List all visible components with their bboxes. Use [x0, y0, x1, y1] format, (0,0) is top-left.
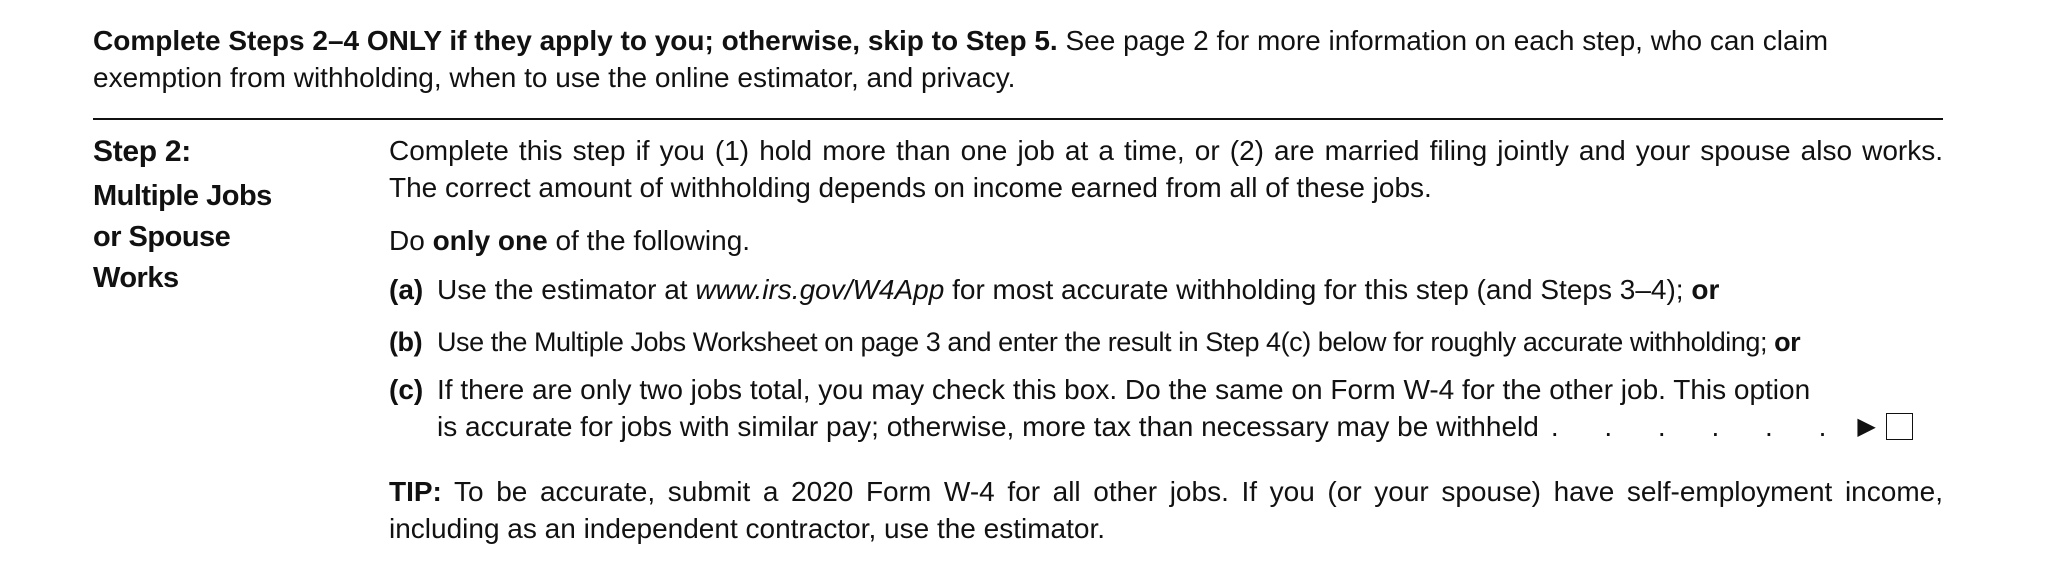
instructions-intro [93, 22, 1943, 96]
option-b [389, 324, 1943, 361]
step-title-line-2: or Spouse [93, 221, 231, 253]
option-c-line-1: If there are only two jobs total, you may check this box. Do the same on Form W-4 for the other job. This option [437, 374, 1811, 405]
option-a-text-before: Use the estimator at [437, 274, 696, 305]
option-a-letter: (a) [389, 274, 424, 305]
option-c-letter: (c) [389, 374, 424, 405]
tip-label: TIP: [389, 476, 442, 507]
step-2-label [93, 132, 333, 299]
option-a [389, 271, 1943, 308]
estimator-link[interactable]: www.irs.gov/W4App [695, 274, 945, 305]
option-b-letter: (b) [389, 327, 423, 357]
option-a-text-after: for most accurate withholding for this step (and Steps 3–4); [944, 274, 1692, 305]
step-number: Step 2: [93, 135, 191, 168]
do-bold: only one [432, 225, 548, 256]
do-prefix: Do [389, 225, 433, 256]
do-only-one-instruction [389, 222, 1943, 259]
step-title-line-1: Multiple Jobs [93, 180, 272, 212]
section-divider [93, 118, 1943, 120]
intro-rest-text: See page 2 for more information on each step, who can claim exemption from withholding, when to use the online estimator, and privacy. [93, 25, 1829, 93]
two-jobs-checkbox[interactable] [1886, 413, 1913, 440]
option-c-line-2-row [437, 408, 1943, 445]
step-2-description: Complete this step if you (1) hold more than one job at a time, or (2) are married filing jointly and your spouse also works. The correct amount of withholding depends on income earned from all of these jobs. [389, 135, 1943, 203]
option-c-line-2: is accurate for jobs with similar pay; otherwise, more tax than necessary may be withheld [437, 411, 1539, 442]
option-c [389, 371, 1943, 445]
option-b-text: Use the Multiple Jobs Worksheet on page 3 and enter the result in Step 4(c) below for roughly accurate withholding; [437, 327, 1775, 357]
step-title-line-3: Works [93, 262, 179, 294]
option-a-or: or [1691, 274, 1720, 305]
arrow-right-icon: ▶ [1857, 413, 1876, 440]
tip-text: To be accurate, submit a 2020 Form W-4 for all other jobs. If you (or your spouse) have self-employment income, including as an independent contractor, use the estimator. [389, 476, 1943, 544]
step-title [93, 176, 333, 299]
leader-dots: . . . . . . [1550, 411, 1846, 442]
option-b-or: or [1774, 327, 1801, 357]
tip-paragraph [389, 473, 1943, 547]
step-2-content [389, 132, 1943, 547]
do-suffix: of the following. [547, 225, 751, 256]
intro-bold-text: Complete Steps 2–4 ONLY if they apply to you; otherwise, skip to Step 5. [93, 25, 1058, 56]
